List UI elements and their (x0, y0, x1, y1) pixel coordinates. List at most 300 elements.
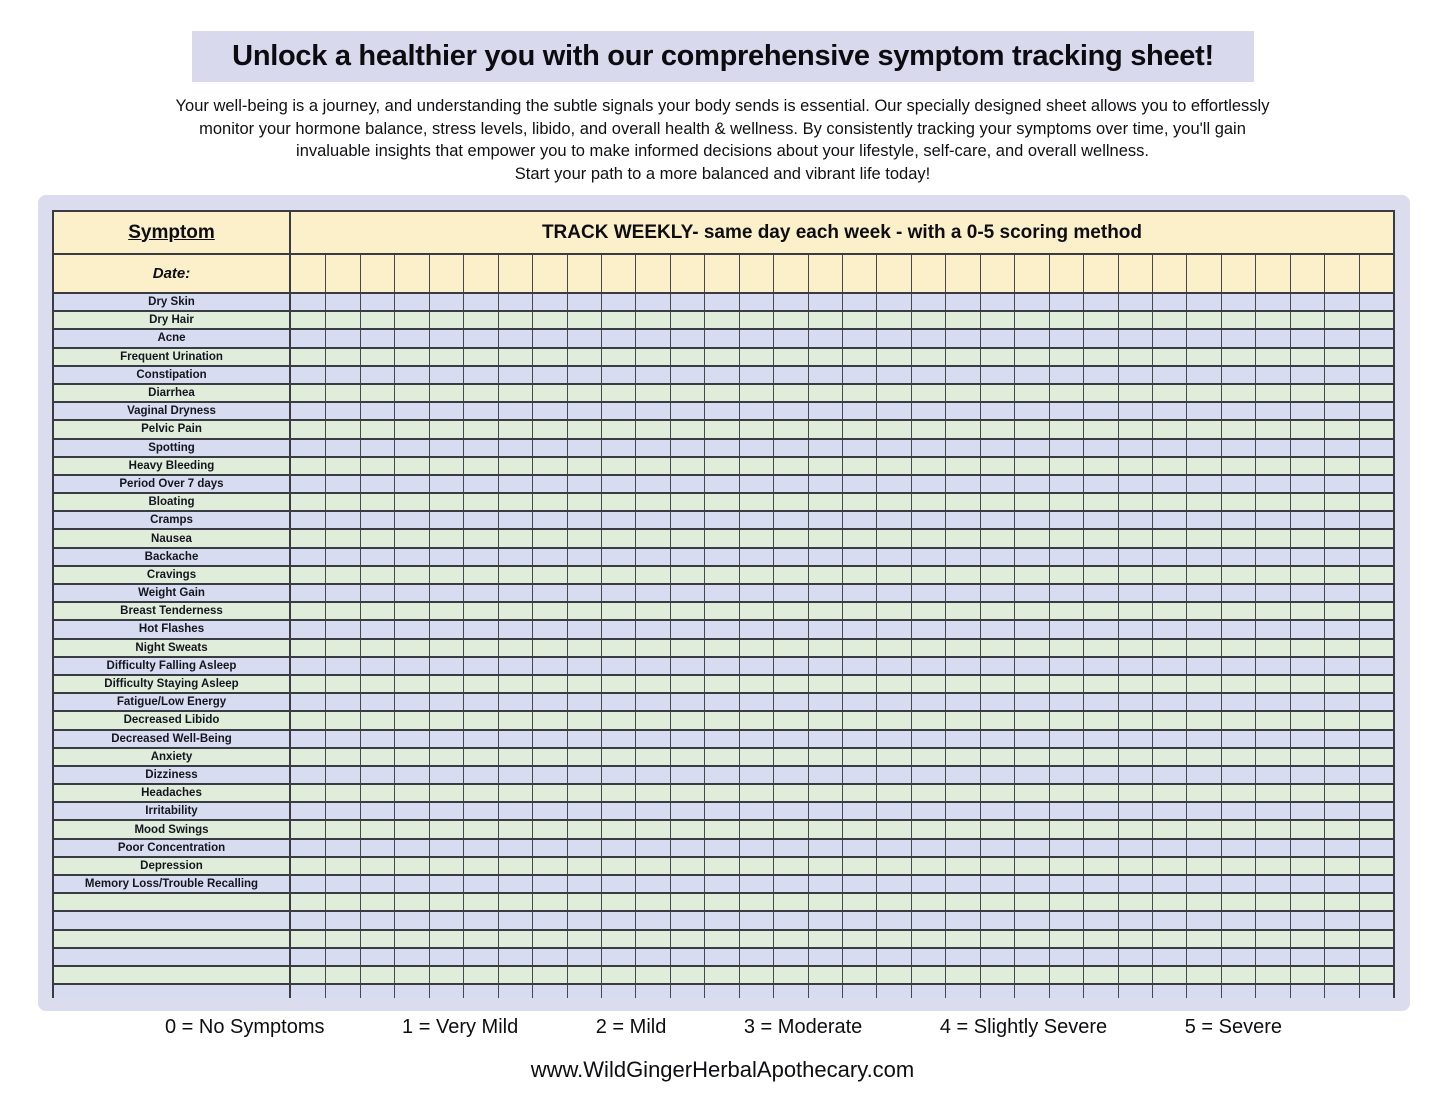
score-cell[interactable] (360, 530, 394, 546)
score-cell[interactable] (670, 912, 704, 928)
score-cell[interactable] (1186, 549, 1220, 565)
score-cell[interactable] (704, 603, 738, 619)
score-cell[interactable] (635, 512, 669, 528)
score-cell[interactable] (670, 421, 704, 437)
score-cell[interactable] (739, 330, 773, 346)
score-cell[interactable] (739, 949, 773, 965)
score-cell[interactable] (1014, 731, 1048, 747)
score-cell[interactable] (360, 294, 394, 310)
score-cell[interactable] (842, 840, 876, 856)
score-cell[interactable] (567, 294, 601, 310)
score-cell[interactable] (635, 840, 669, 856)
score-cell[interactable] (291, 731, 325, 747)
score-cell[interactable] (1221, 385, 1255, 401)
score-cell[interactable] (1152, 840, 1186, 856)
score-cell[interactable] (1359, 603, 1393, 619)
score-cell[interactable] (1014, 421, 1048, 437)
score-cell[interactable] (842, 821, 876, 837)
score-cell[interactable] (842, 312, 876, 328)
score-cell[interactable] (1083, 494, 1117, 510)
score-cell[interactable] (773, 803, 807, 819)
score-cell[interactable] (1014, 640, 1048, 656)
score-cell[interactable] (1118, 621, 1152, 637)
score-cell[interactable] (1359, 567, 1393, 583)
score-cell[interactable] (1049, 694, 1083, 710)
score-cell[interactable] (1014, 785, 1048, 801)
score-cell[interactable] (704, 858, 738, 874)
score-cell[interactable] (876, 530, 910, 546)
score-cell[interactable] (567, 476, 601, 492)
score-cell[interactable] (1324, 403, 1358, 419)
score-cell[interactable] (1359, 749, 1393, 765)
score-cell[interactable] (1186, 712, 1220, 728)
score-cell[interactable] (635, 749, 669, 765)
score-cell[interactable] (1186, 967, 1220, 983)
score-cell[interactable] (325, 894, 359, 910)
date-cell[interactable] (980, 255, 1014, 292)
date-cell[interactable] (394, 255, 428, 292)
score-cell[interactable] (876, 385, 910, 401)
score-cell[interactable] (463, 421, 497, 437)
score-cell[interactable] (1359, 876, 1393, 892)
score-cell[interactable] (635, 803, 669, 819)
score-cell[interactable] (1186, 421, 1220, 437)
score-cell[interactable] (1186, 894, 1220, 910)
score-cell[interactable] (1221, 312, 1255, 328)
score-cell[interactable] (601, 476, 635, 492)
score-cell[interactable] (532, 876, 566, 892)
score-cell[interactable] (1152, 349, 1186, 365)
score-cell[interactable] (1049, 731, 1083, 747)
score-cell[interactable] (980, 494, 1014, 510)
score-cell[interactable] (1014, 712, 1048, 728)
score-cell[interactable] (980, 840, 1014, 856)
score-cell[interactable] (1083, 731, 1117, 747)
score-cell[interactable] (945, 949, 979, 965)
score-cell[interactable] (567, 894, 601, 910)
score-cell[interactable] (1359, 585, 1393, 601)
score-cell[interactable] (463, 385, 497, 401)
score-cell[interactable] (394, 676, 428, 692)
score-cell[interactable] (1290, 731, 1324, 747)
score-cell[interactable] (1359, 840, 1393, 856)
score-cell[interactable] (360, 603, 394, 619)
score-cell[interactable] (291, 894, 325, 910)
score-cell[interactable] (808, 731, 842, 747)
score-cell[interactable] (394, 621, 428, 637)
score-cell[interactable] (429, 912, 463, 928)
score-cell[interactable] (876, 476, 910, 492)
score-cell[interactable] (1324, 785, 1358, 801)
score-cell[interactable] (842, 476, 876, 492)
score-cell[interactable] (808, 585, 842, 601)
score-cell[interactable] (980, 585, 1014, 601)
score-cell[interactable] (325, 567, 359, 583)
score-cell[interactable] (670, 858, 704, 874)
score-cell[interactable] (876, 330, 910, 346)
score-cell[interactable] (567, 549, 601, 565)
score-cell[interactable] (1255, 676, 1289, 692)
score-cell[interactable] (1186, 676, 1220, 692)
score-cell[interactable] (1049, 458, 1083, 474)
score-cell[interactable] (980, 458, 1014, 474)
score-cell[interactable] (1083, 767, 1117, 783)
score-cell[interactable] (463, 458, 497, 474)
score-cell[interactable] (1221, 731, 1255, 747)
score-cell[interactable] (1014, 840, 1048, 856)
score-cell[interactable] (498, 421, 532, 437)
score-cell[interactable] (601, 440, 635, 456)
score-cell[interactable] (1118, 512, 1152, 528)
score-cell[interactable] (498, 749, 532, 765)
score-cell[interactable] (1014, 294, 1048, 310)
score-cell[interactable] (1221, 821, 1255, 837)
score-cell[interactable] (739, 694, 773, 710)
score-cell[interactable] (360, 949, 394, 965)
score-cell[interactable] (1014, 767, 1048, 783)
score-cell[interactable] (876, 640, 910, 656)
score-cell[interactable] (498, 349, 532, 365)
score-cell[interactable] (1324, 294, 1358, 310)
date-cell[interactable] (1152, 255, 1186, 292)
score-cell[interactable] (1290, 894, 1324, 910)
score-cell[interactable] (842, 403, 876, 419)
score-cell[interactable] (1152, 821, 1186, 837)
score-cell[interactable] (1014, 512, 1048, 528)
score-cell[interactable] (532, 294, 566, 310)
score-cell[interactable] (980, 330, 1014, 346)
score-cell[interactable] (670, 440, 704, 456)
score-cell[interactable] (1186, 858, 1220, 874)
score-cell[interactable] (1118, 603, 1152, 619)
score-cell[interactable] (463, 840, 497, 856)
score-cell[interactable] (567, 694, 601, 710)
score-cell[interactable] (1255, 985, 1289, 998)
score-cell[interactable] (1083, 421, 1117, 437)
score-cell[interactable] (498, 512, 532, 528)
score-cell[interactable] (945, 330, 979, 346)
score-cell[interactable] (567, 403, 601, 419)
score-cell[interactable] (1118, 749, 1152, 765)
score-cell[interactable] (945, 840, 979, 856)
score-cell[interactable] (325, 931, 359, 947)
score-cell[interactable] (911, 494, 945, 510)
score-cell[interactable] (601, 367, 635, 383)
score-cell[interactable] (1324, 803, 1358, 819)
score-cell[interactable] (601, 803, 635, 819)
score-cell[interactable] (1324, 640, 1358, 656)
score-cell[interactable] (945, 749, 979, 765)
score-cell[interactable] (291, 985, 325, 998)
score-cell[interactable] (773, 403, 807, 419)
score-cell[interactable] (704, 658, 738, 674)
score-cell[interactable] (463, 312, 497, 328)
score-cell[interactable] (291, 530, 325, 546)
score-cell[interactable] (773, 894, 807, 910)
score-cell[interactable] (1290, 403, 1324, 419)
score-cell[interactable] (945, 367, 979, 383)
score-cell[interactable] (1049, 476, 1083, 492)
score-cell[interactable] (635, 931, 669, 947)
score-cell[interactable] (876, 458, 910, 474)
score-cell[interactable] (1324, 385, 1358, 401)
score-cell[interactable] (773, 512, 807, 528)
score-cell[interactable] (945, 621, 979, 637)
score-cell[interactable] (876, 621, 910, 637)
score-cell[interactable] (1014, 549, 1048, 565)
score-cell[interactable] (1290, 876, 1324, 892)
score-cell[interactable] (1221, 640, 1255, 656)
score-cell[interactable] (1049, 985, 1083, 998)
score-cell[interactable] (1152, 640, 1186, 656)
score-cell[interactable] (1221, 367, 1255, 383)
score-cell[interactable] (876, 603, 910, 619)
score-cell[interactable] (876, 985, 910, 998)
score-cell[interactable] (739, 749, 773, 765)
score-cell[interactable] (360, 985, 394, 998)
score-cell[interactable] (876, 676, 910, 692)
score-cell[interactable] (429, 785, 463, 801)
score-cell[interactable] (360, 658, 394, 674)
score-cell[interactable] (394, 949, 428, 965)
score-cell[interactable] (567, 330, 601, 346)
score-cell[interactable] (1324, 821, 1358, 837)
score-cell[interactable] (291, 440, 325, 456)
score-cell[interactable] (1359, 912, 1393, 928)
score-cell[interactable] (1049, 967, 1083, 983)
score-cell[interactable] (980, 640, 1014, 656)
score-cell[interactable] (1083, 803, 1117, 819)
score-cell[interactable] (1083, 476, 1117, 492)
score-cell[interactable] (980, 676, 1014, 692)
score-cell[interactable] (1014, 821, 1048, 837)
score-cell[interactable] (842, 421, 876, 437)
score-cell[interactable] (463, 967, 497, 983)
score-cell[interactable] (1083, 712, 1117, 728)
score-cell[interactable] (1290, 767, 1324, 783)
score-cell[interactable] (1359, 476, 1393, 492)
score-cell[interactable] (1083, 821, 1117, 837)
score-cell[interactable] (635, 440, 669, 456)
score-cell[interactable] (325, 458, 359, 474)
score-cell[interactable] (1221, 949, 1255, 965)
score-cell[interactable] (394, 603, 428, 619)
score-cell[interactable] (911, 767, 945, 783)
score-cell[interactable] (704, 931, 738, 947)
score-cell[interactable] (842, 385, 876, 401)
score-cell[interactable] (945, 676, 979, 692)
score-cell[interactable] (463, 949, 497, 965)
score-cell[interactable] (394, 512, 428, 528)
score-cell[interactable] (1118, 858, 1152, 874)
score-cell[interactable] (360, 840, 394, 856)
score-cell[interactable] (911, 985, 945, 998)
score-cell[interactable] (1118, 312, 1152, 328)
score-cell[interactable] (394, 421, 428, 437)
score-cell[interactable] (704, 530, 738, 546)
score-cell[interactable] (601, 494, 635, 510)
score-cell[interactable] (842, 912, 876, 928)
score-cell[interactable] (601, 512, 635, 528)
score-cell[interactable] (704, 967, 738, 983)
score-cell[interactable] (670, 785, 704, 801)
score-cell[interactable] (1083, 967, 1117, 983)
score-cell[interactable] (704, 440, 738, 456)
date-cell[interactable] (911, 255, 945, 292)
score-cell[interactable] (532, 367, 566, 383)
score-cell[interactable] (1324, 694, 1358, 710)
score-cell[interactable] (463, 367, 497, 383)
score-cell[interactable] (532, 512, 566, 528)
score-cell[interactable] (1186, 949, 1220, 965)
score-cell[interactable] (945, 403, 979, 419)
score-cell[interactable] (808, 949, 842, 965)
score-cell[interactable] (394, 985, 428, 998)
score-cell[interactable] (463, 731, 497, 747)
score-cell[interactable] (635, 549, 669, 565)
score-cell[interactable] (567, 967, 601, 983)
score-cell[interactable] (911, 385, 945, 401)
score-cell[interactable] (532, 949, 566, 965)
score-cell[interactable] (635, 403, 669, 419)
score-cell[interactable] (601, 876, 635, 892)
score-cell[interactable] (1014, 585, 1048, 601)
score-cell[interactable] (1049, 640, 1083, 656)
score-cell[interactable] (1118, 931, 1152, 947)
score-cell[interactable] (532, 694, 566, 710)
score-cell[interactable] (360, 676, 394, 692)
score-cell[interactable] (1324, 894, 1358, 910)
score-cell[interactable] (532, 403, 566, 419)
score-cell[interactable] (291, 512, 325, 528)
score-cell[interactable] (463, 330, 497, 346)
score-cell[interactable] (911, 349, 945, 365)
score-cell[interactable] (739, 549, 773, 565)
score-cell[interactable] (876, 712, 910, 728)
score-cell[interactable] (463, 985, 497, 998)
score-cell[interactable] (635, 312, 669, 328)
score-cell[interactable] (429, 585, 463, 601)
score-cell[interactable] (291, 349, 325, 365)
score-cell[interactable] (808, 294, 842, 310)
score-cell[interactable] (1186, 403, 1220, 419)
score-cell[interactable] (498, 949, 532, 965)
score-cell[interactable] (463, 549, 497, 565)
score-cell[interactable] (1118, 349, 1152, 365)
score-cell[interactable] (463, 712, 497, 728)
score-cell[interactable] (1152, 440, 1186, 456)
score-cell[interactable] (704, 640, 738, 656)
score-cell[interactable] (567, 440, 601, 456)
score-cell[interactable] (567, 585, 601, 601)
score-cell[interactable] (1186, 458, 1220, 474)
score-cell[interactable] (1324, 712, 1358, 728)
score-cell[interactable] (911, 658, 945, 674)
score-cell[interactable] (601, 694, 635, 710)
score-cell[interactable] (808, 858, 842, 874)
score-cell[interactable] (1152, 585, 1186, 601)
score-cell[interactable] (1359, 949, 1393, 965)
score-cell[interactable] (1014, 676, 1048, 692)
score-cell[interactable] (842, 785, 876, 801)
score-cell[interactable] (463, 440, 497, 456)
score-cell[interactable] (463, 403, 497, 419)
score-cell[interactable] (429, 367, 463, 383)
score-cell[interactable] (635, 821, 669, 837)
score-cell[interactable] (325, 803, 359, 819)
date-cell[interactable] (876, 255, 910, 292)
score-cell[interactable] (704, 821, 738, 837)
score-cell[interactable] (704, 749, 738, 765)
score-cell[interactable] (1049, 621, 1083, 637)
score-cell[interactable] (876, 658, 910, 674)
score-cell[interactable] (1083, 676, 1117, 692)
score-cell[interactable] (394, 967, 428, 983)
score-cell[interactable] (1221, 585, 1255, 601)
score-cell[interactable] (876, 840, 910, 856)
score-cell[interactable] (842, 621, 876, 637)
score-cell[interactable] (429, 403, 463, 419)
score-cell[interactable] (739, 894, 773, 910)
score-cell[interactable] (429, 640, 463, 656)
score-cell[interactable] (463, 749, 497, 765)
score-cell[interactable] (842, 530, 876, 546)
score-cell[interactable] (463, 658, 497, 674)
score-cell[interactable] (1118, 640, 1152, 656)
score-cell[interactable] (325, 603, 359, 619)
score-cell[interactable] (704, 349, 738, 365)
score-cell[interactable] (1118, 458, 1152, 474)
score-cell[interactable] (911, 694, 945, 710)
score-cell[interactable] (1118, 912, 1152, 928)
score-cell[interactable] (532, 421, 566, 437)
score-cell[interactable] (911, 912, 945, 928)
score-cell[interactable] (1186, 767, 1220, 783)
score-cell[interactable] (773, 530, 807, 546)
score-cell[interactable] (773, 912, 807, 928)
score-cell[interactable] (1152, 476, 1186, 492)
score-cell[interactable] (291, 821, 325, 837)
date-cell[interactable] (773, 255, 807, 292)
score-cell[interactable] (876, 821, 910, 837)
score-cell[interactable] (980, 712, 1014, 728)
score-cell[interactable] (394, 785, 428, 801)
score-cell[interactable] (670, 821, 704, 837)
score-cell[interactable] (601, 658, 635, 674)
score-cell[interactable] (980, 767, 1014, 783)
score-cell[interactable] (429, 440, 463, 456)
score-cell[interactable] (1290, 803, 1324, 819)
score-cell[interactable] (1083, 621, 1117, 637)
score-cell[interactable] (876, 767, 910, 783)
score-cell[interactable] (1221, 876, 1255, 892)
score-cell[interactable] (1324, 858, 1358, 874)
score-cell[interactable] (945, 312, 979, 328)
score-cell[interactable] (1083, 949, 1117, 965)
score-cell[interactable] (635, 621, 669, 637)
score-cell[interactable] (1255, 858, 1289, 874)
score-cell[interactable] (808, 676, 842, 692)
score-cell[interactable] (1255, 476, 1289, 492)
score-cell[interactable] (1049, 494, 1083, 510)
score-cell[interactable] (911, 676, 945, 692)
date-cell[interactable] (739, 255, 773, 292)
score-cell[interactable] (463, 694, 497, 710)
score-cell[interactable] (808, 931, 842, 947)
score-cell[interactable] (704, 494, 738, 510)
score-cell[interactable] (1014, 603, 1048, 619)
score-cell[interactable] (1290, 567, 1324, 583)
